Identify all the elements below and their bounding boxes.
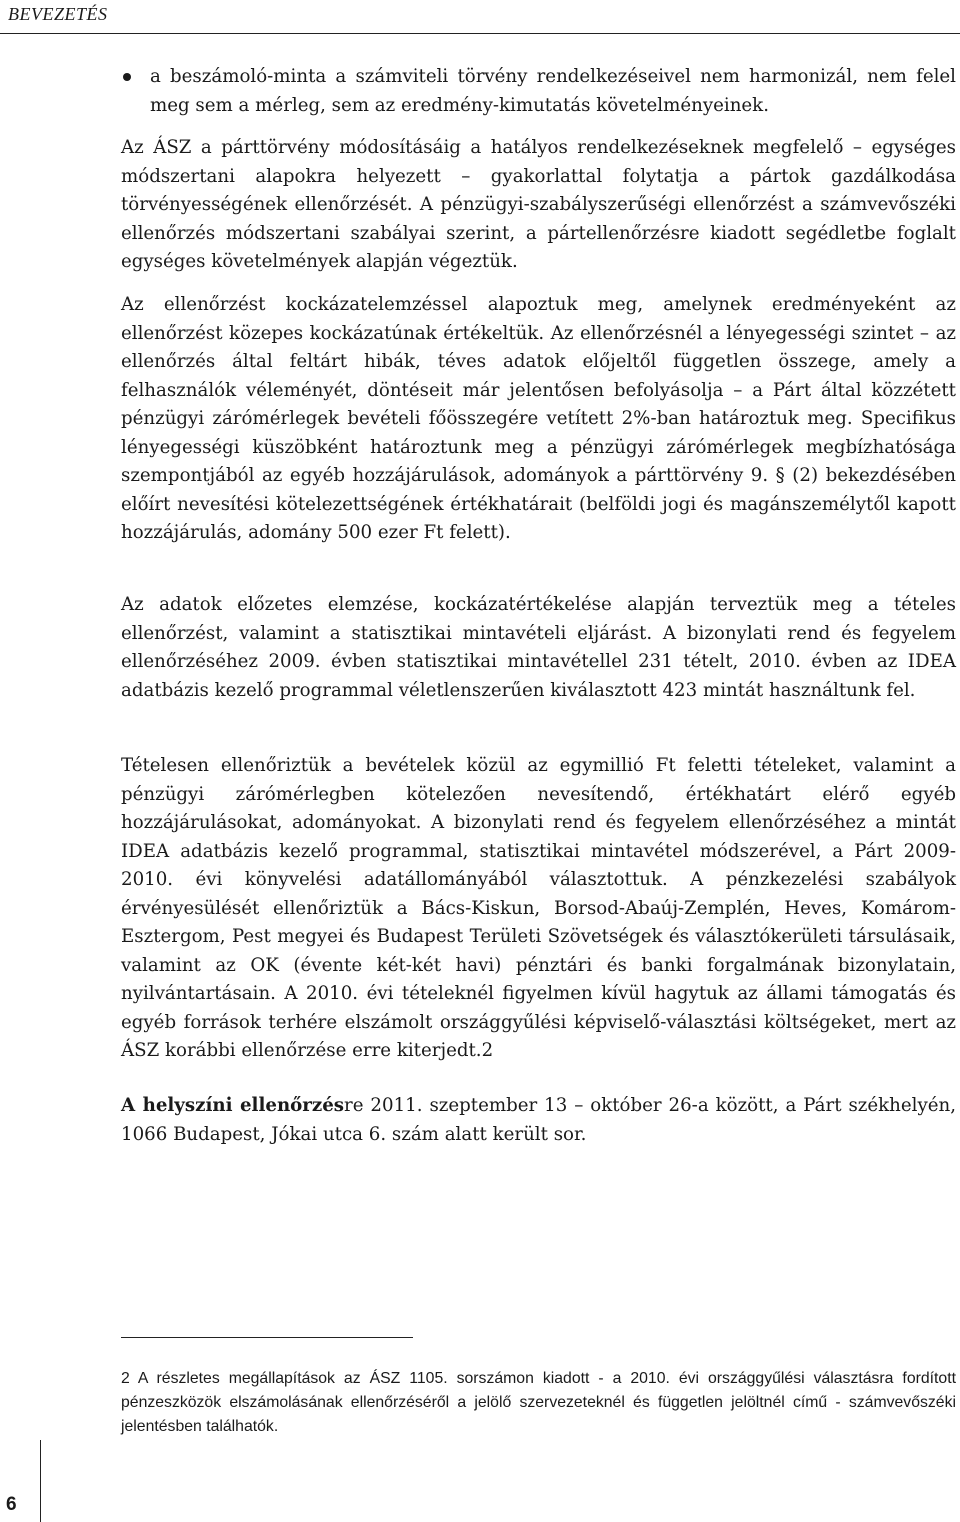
- page-header: [0, 0, 960, 34]
- page-number: 6: [6, 1494, 17, 1515]
- page-number-rule: [40, 1440, 41, 1522]
- bullet-list: [121, 63, 956, 120]
- onsite-bold-lead: A helyszíni ellenőrzés: [121, 1095, 345, 1116]
- footnote-separator: [121, 1337, 413, 1338]
- bullet-item: [121, 63, 956, 120]
- paragraph-risk-assessment: Az ellenőrzést kockázatelemzéssel alapoztuk meg, amelynek eredményeként az ellenőrzést közepes kockázatúnak értékeltük. Az ellenőrzésnél a lényegességi szintet – az ellenőrzés által feltárt hibák, téves adatok előjeltől független összege, amely a felhasználók véleményét, döntéseit már jelentősen befolyásolja – a Párt által közzétett pénzügyi zárómérlegek bevételi főösszegére vetített 2%-ban határoztuk meg. Specifikus lényegességi küszöbként határoztunk meg a pénzügyi zárómérlegek megbízhatósága szempontjából az egyéb hozzájárulások, adományok a párttörvény 9. § (2) bekezdésében előírt nevesítési kötelezettségének értékhatárait (belföldi jogi és magánszemélytől kapott hozzájárulás, adomány 500 ezer Ft felett).: [121, 294, 956, 543]
- bullet-dot-icon: [123, 73, 131, 81]
- footnote: 2 A részletes megállapítások az ÁSZ 1105. sorszámon kiadott - a 2010. évi országgyűlési választásra fordított pénzeszközök elszámolásának ellenőrzéséről a jelölő szervezeteknél és független jelöltnél című - számvevőszéki jelentésben találhatók.: [121, 1370, 956, 1435]
- section-title: BEVEZETÉS: [8, 4, 108, 24]
- onsite-text: re 2011. szeptember 13 – október 26-a között, a Párt székhelyén, 1066 Budapest, Jókai utca 6. szám alatt került sor.: [121, 1095, 956, 1145]
- paragraph-item-checks: Tételesen ellenőriztük a bevételek közül az egymillió Ft feletti tételeket, valamint a pénzügyi zárómérlegben kötelezően nevesítendő, értékhatárt elérő egyéb hozzájárulásokat, adományokat. A bizonylati rend és fegyelem ellenőrzéséhez a mintát IDEA adatbázis kezelő programmal, statisztikai mintavétel módszerével, a Párt 2009-2010. évi könyvelési adatállományából választottuk. A pénzkezelési szabályok érvényesülését ellenőriztük a Bács-Kiskun, Borsod-Abaúj-Zemplén, Heves, Komárom-Esztergom, Pest megyei és Budapest Területi Szövetségek és választókerületi társulásaik, valamint az OK (évente két-két havi) pénztári és banki forgalmának bizonylatain, nyilvántartásain. A 2010. évi tételeknél figyelmen kívül hagytuk az állami támogatás és egyéb források terhére elszámolt országgyűlési képviselő-választási költségeket, mert az ÁSZ korábbi ellenőrzése erre kiterjedt.2: [121, 755, 956, 1061]
- bullet-text: a beszámoló-minta a számviteli törvény rendelkezéseivel nem harmonizál, nem felel meg sem a mérleg, sem az eredmény-kimutatás követelményeinek.: [150, 66, 956, 116]
- paragraph-sampling: Az adatok előzetes elemzése, kockázatértékelése alapján terveztük meg a tételes ellenőrzést, valamint a statisztikai mintavételi eljárást. A bizonylati rend és fegyelem ellenőrzéséhez 2009. évben statisztikai mintavétellel 231 tételt, 2010. évben az IDEA adatbázis kezelő programmal véletlenszerűen kiválasztott 423 mintát használtunk fel.: [121, 594, 956, 701]
- paragraph-onsite: [121, 1092, 956, 1149]
- paragraph-methodology: Az ÁSZ a párttörvény módosításáig a hatályos rendelkezéseknek megfelelő – egységes módszertani alapokra helyezett – gyakorlattal folytatja a pártok gazdálkodása törvényességének ellenőrzését. A pénzügyi-szabályszerűségi ellenőrzést a számvevőszéki ellenőrzés módszertani szabályai szerint, a pártellenőrzésre kiadott segédletbe foglalt egységes követelmények alapján végeztük.: [121, 137, 956, 272]
